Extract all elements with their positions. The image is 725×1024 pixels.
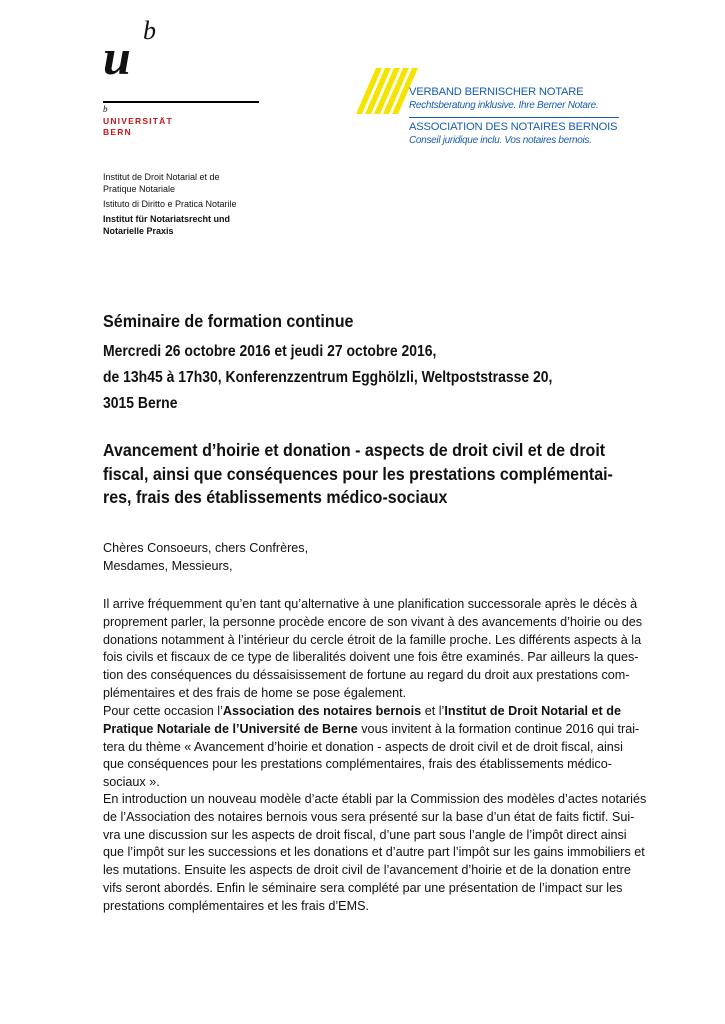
para1-line: tion des conséquences du déssaisissement de fortune au regard du droit aux prestations com- (103, 668, 630, 683)
institute-de-line2: Notarielle Praxis (103, 226, 174, 236)
para3-line: de l’Association des notaires bernois vous sera présenté sur la base d’un état de faits fictif. Sui- (103, 809, 635, 824)
seminar-time-place: de 13h45 à 17h30, Konferenzzentrum Egghölzli, Weltpoststrasse 20, (103, 369, 553, 386)
institute-fr (103, 171, 237, 195)
para2-line3: tera du thème « Avancement d’hoirie et donation - aspects de droit civil et de droit fiscal, ainsi (103, 739, 623, 754)
para3-line: En introduction un nouveau modèle d’acte établi par la Commission des modèles d’actes notariés (103, 792, 647, 806)
institute-it: Istituto di Diritto e Pratica Notarile (103, 199, 237, 209)
association-header (409, 86, 669, 147)
university-name (103, 116, 173, 138)
association-fr-name: ASSOCIATION DES NOTAIRES BERNOIS (409, 121, 618, 133)
seminar-topic (103, 439, 625, 510)
para2-text-c: et l’ (421, 704, 445, 718)
para2-line5: sociaux ». (103, 775, 160, 790)
salutation-line1: Chères Consoeurs, chers Confrères, (103, 541, 309, 555)
logo-u-glyph: u (103, 29, 128, 85)
para2-institute-name-b: Pratique Notariale de l’Université de Berne (103, 721, 358, 736)
para3-line: vra une discussion sur les aspects de droit fiscal, d’une part sous l’angle de l’impôt direct ainsi (103, 827, 627, 842)
university-logo (103, 16, 173, 85)
para1-line: donations notamment à l’intérieur du cercle étroit de la famille proche. Les différents aspects à la (103, 632, 642, 647)
salutation-line2: Mesdames, Messieurs, (103, 558, 233, 573)
paragraph-2 (103, 703, 640, 792)
university-name-line1: UNIVERSITÄT (103, 116, 173, 126)
logo-b-glyph: b (143, 16, 156, 45)
para1-line: Il arrive fréquemment qu’en tant qu’alternative à une planification successorale après le décès à (103, 597, 638, 611)
para3-line: que l’impôt sur les successions et les donations et d’autre part l’impôt sur les gains immobiliers et (103, 845, 645, 860)
para1-line: fois civils et fiscaux de ce type de liberalités doivent une fois être examinés. Par ailleurs la ques- (103, 650, 639, 665)
institute-de-line1: Institut für Notariatsrecht und (103, 214, 231, 224)
para2-text-a: Pour cette occasion l’ (103, 704, 223, 718)
para2-line1 (103, 703, 621, 721)
para2-association-name: Association des notaires bernois (222, 704, 422, 718)
topic-line3: res, frais des établissements médico-sociaux (103, 487, 448, 507)
page-title: Séminaire de formation continue (103, 311, 354, 331)
association-divider (409, 117, 619, 118)
seminar-city: 3015 Berne (103, 395, 178, 412)
para3-line: les mutations. Ensuite les aspects de droit civil de l’avancement d’hoirie et de la donation entre (103, 863, 631, 878)
salutation (103, 540, 621, 576)
paragraph-3 (103, 791, 647, 916)
association-de-name: VERBAND BERNISCHER NOTARE (409, 86, 584, 98)
para1-line: plémentaires et des frais de home se pose également. (103, 685, 407, 700)
topic-line1: Avancement d’hoirie et donation - aspects de droit civil et de droit (103, 440, 606, 460)
seminar-date: Mercredi 26 octobre 2016 et jeudi 27 octobre 2016, (103, 343, 437, 360)
institute-block (103, 171, 237, 240)
paragraph-1 (103, 596, 643, 703)
university-name-line2: BERN (103, 127, 132, 137)
para2-institute-name-a: Institut de Droit Notarial et de (444, 704, 622, 718)
para3-line: vifs seront abordés. Enfin le séminaire sera complété par une présentation de l’impact sur les (103, 880, 623, 895)
para2-line2 (103, 721, 640, 739)
para2-text-f: vous invitent à la formation continue 2016 qui trai- (357, 721, 640, 736)
association-de-slogan: Rechtsberatung inklusive. Ihre Berner Notare. (409, 100, 599, 111)
institute-de (103, 213, 237, 237)
association-fr-slogan: Conseil juridique inclu. Vos notaires bernois. (409, 135, 592, 146)
institute-fr-line2: Pratique Notariale (103, 184, 176, 194)
topic-line2: fiscal, ainsi que conséquences pour les prestations complémentai- (103, 463, 613, 484)
institute-fr-line1: Institut de Droit Notarial et de (103, 172, 220, 182)
university-small-b: b (103, 104, 108, 114)
university-rule (103, 101, 259, 103)
para2-line4: que conséquences pour les prestations complémentaires, frais des établissements médico- (103, 757, 612, 772)
para3-line: prestations complémentaires et les frais d’EMS. (103, 898, 369, 913)
para1-line: proprement parler, la personne procède encore de son vivant à des avancements d’hoirie ou des (103, 614, 643, 629)
